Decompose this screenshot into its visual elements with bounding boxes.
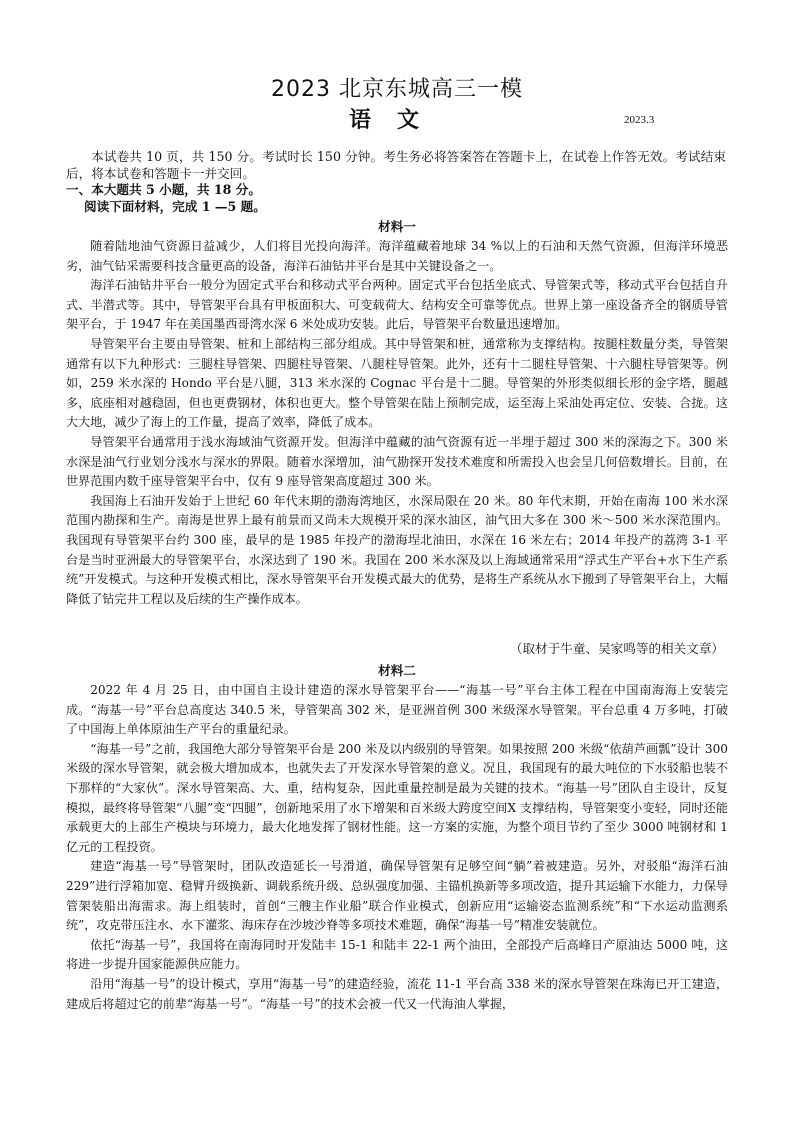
paragraph: 导管架平台主要由导管架、桩和上部结构三部分组成。其中导管架和桩，通常称为支撑结构。按腿柱数量分类，导管架通常有以下九种形式：三腿柱导管架、四腿柱导管架、八腿柱导管架。此外，还有十二腿柱导管架、十六腿柱导管架等。例如，259 米水深的 Hondo 平台是八腿，313 米水深的 Cognac 平台是十二腿。导管架的外形类似细长形的金字塔，腿越多，底座相对越稳固，但也更费钢材，体积也更大。整个导管架在陆上预制完成，运至海上采油处再定位、安装、合拢。这大大地，减少了海上的工作量，提高了效率，降低了成本。 bbox=[66, 336, 728, 430]
exam-title: 2023 北京东城高三一模 bbox=[271, 77, 523, 102]
paragraph: 导管架平台通常用于浅水海域油气资源开发。但海洋中蕴藏的油气资源有近一半埋于超过 300 米的深海之下。300 米水深是油气行业划分浅水与深水的界限。随着水深增加，油气勘探开发技术难度和所需投入也会呈几何倍数增长。目前，在世界范围内数千座导管架平台中，仅有 9 座导管架高度超过 300 米。 bbox=[66, 434, 728, 489]
paragraph: “海基一号”之前，我国绝大部分导管架平台是 200 米及以内级别的导管架。如果按照 200 米级“依葫芦画瓢”设计 300 米级的深水导管架，就会极大增加成本，也就失去了开发深水导管架的意义。况且，我国现有的最大吨位的下水驳船也装不下那样的“大家伙”。深水导管架高、大、重，结构复杂，因此重量控制是最为关键的技术。“海基一号”团队自主设计，反复模拟，最终将导管架“八腿”变“四腿”，创新地采用了水下增架和百米级大跨度空间X 支撑结构，导管架变小变轻，同时还能承载更大的上部生产模块与环境力，最大化地发挥了钢材性能。这一方案的实施，为整个项目节约了至少 3000 吨钢材和 1 亿元的工程投资。 bbox=[66, 741, 728, 854]
material-one-heading: 材料一 bbox=[378, 219, 416, 234]
material-two-body bbox=[66, 681, 728, 1014]
reading-instruction: 阅读下面材料，完成 1 —5 题。 bbox=[84, 199, 266, 214]
material-two-heading: 材料二 bbox=[378, 663, 416, 678]
paragraph: 随着陆地油气资源日益减少，人们将目光投向海洋。海洋蕴藏着地球 34 %以上的石油和天然气资源，但海洋环境恶劣，油气钻采需要科技含量更高的设备，海洋石油钻井平台是其中关键设备之一。 bbox=[66, 239, 728, 273]
exam-instructions: 本试卷共 10 页，共 150 分。考试时长 150 分钟。考生务必将答案答在答题卡上，在试卷上作答无效。考试结束后，将本试卷和答题卡一并交回。 bbox=[66, 149, 726, 181]
paragraph: 建造“海基一号”导管架时，团队改造延长一号滑道，确保导管架有足够空间“躺”着被建造。另外，对驳船“海洋石油 229”进行浮箱加宽、稳臂升级换新、调载系统升级、总纵强度加强、主锚机换新等多项改造，提升其运输下水能力，力保导管架装船出海需求。海上组装时，首创“三艘主作业船”联合作业模式，创新应用“运输姿态监测系统”和“下水运动监测系统”，攻克带压注水、水下灌浆、海床存在沙坡沙脊等多项技术难题，确保“海基一号”精准安装就位。 bbox=[66, 859, 728, 933]
paragraph: 我国海上石油开发始于上世纪 60 年代末期的渤海湾地区，水深局限在 20 米。80 年代末期，开始在南海 100 米水深范围内勘探和生产。南海是世界上最有前景而又尚未大规模开采的深水油区，油气田大多在 300 米～500 米水深范围内。我国现有导管架平台约 300 座，最早的是 1985 年投产的渤海埕北油田，水深在 16 米左右；2014 年投产的荔湾 3-1 平台是当时亚洲最大的导管架平台，水深达到了 190 米。我国在 200 米水深及以上海域通常采用“浮式生产平台+水下生产系统”开发模式。与这种开发模式相比，深水导管架平台开发模式最大的优势，是将生产系统从水下搬到了导管架平台上，大幅降低了钻完井工程以及后续的生产操作成本。 bbox=[66, 493, 728, 606]
section-heading: 一、本大题共 5 小题，共 18 分。 bbox=[66, 182, 261, 197]
material-one-body bbox=[66, 237, 728, 609]
exam-date: 2023.3 bbox=[624, 114, 655, 126]
paragraph: 依托“海基一号”，我国将在南海同时开发陆丰 15-1 和陆丰 22-1 两个油田，全部投产后高峰日产原油达 5000 吨，这将进一步提升国家能源供应能力。 bbox=[66, 937, 728, 972]
paragraph: 海洋石油钻井平台一般分为固定式平台和移动式平台两种。固定式平台包括坐底式、导管架式等，移动式平台包括自升式、半潜式等。其中，导管架平台具有甲板面积大、可变载荷大、结构安全可靠等优点。世界上第一座设备齐全的钢质导管架平台，于 1947 年在美国墨西哥湾水深 6 米处成功安装。此后，导管架平台数量迅速增加。 bbox=[66, 278, 728, 332]
paragraph: 2022 年 4 月 25 日，由中国自主设计建造的深水导管架平台——“海基一号”平台主体工程在中国南海海上安装完成。“海基一号”平台总高度达 340.5 米，导管架高 302 米，是亚洲首例 300 米级深水导管架。平台总重 4 万多吨，打破了中国海上单体原油生产平台的重量纪录。 bbox=[66, 683, 728, 737]
material-one-source: （取材于牛童、吴家鸣等的相关文章） bbox=[509, 641, 724, 656]
subject-title: 语文 bbox=[348, 108, 445, 133]
paragraph: 沿用“海基一号”的设计模式，享用“海基一号”的建造经验，流花 11-1 平台高 338 米的深水导管架在珠海已开工建造，建成后将超过它的前辈“海基一号”。“海基一号”的技术会被一代又一代海油人掌握， bbox=[66, 976, 728, 1011]
